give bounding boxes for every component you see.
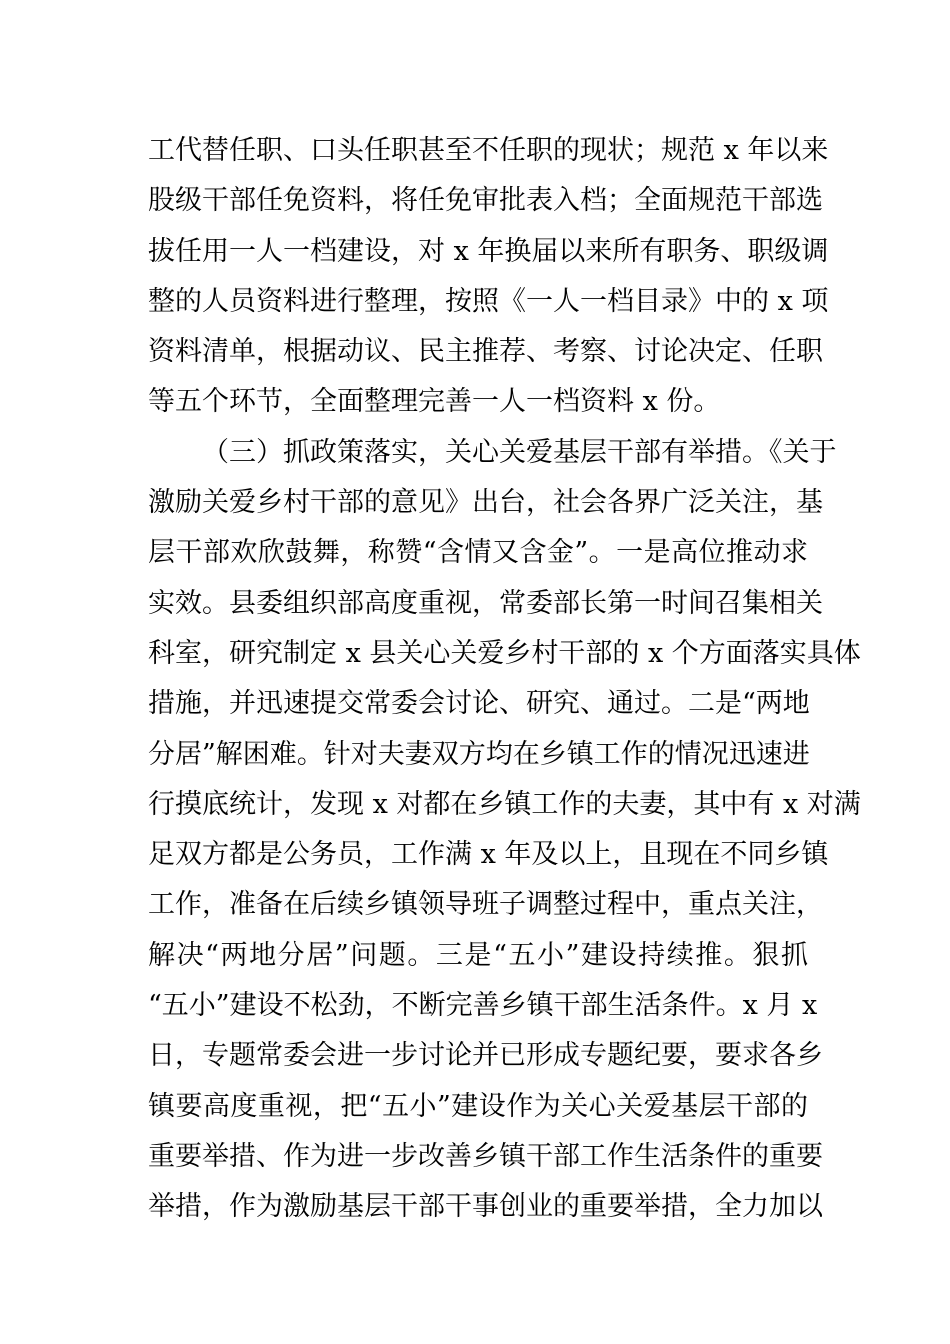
paragraph-2 — [148, 428, 861, 1233]
text-line: 日，专题常委会进一步讨论并已形成专题纪要，要求各乡 — [148, 1040, 823, 1072]
text-line: 工作，准备在后续乡镇领导班子调整过程中，重点关注， — [148, 889, 823, 921]
body-text — [148, 126, 861, 1233]
text-line: 措施，并迅速提交常委会讨论、研究、通过。二是“两地 — [148, 688, 810, 720]
text-line: 资料清单，根据动议、民主推荐、考察、讨论决定、任职 — [148, 336, 823, 368]
section-heading-line: （三）抓政策落实，关心关爱基层干部有举措。《关于 — [202, 436, 837, 468]
text-line: 整的人员资料进行整理，按照《一人一档目录》中的 x 项 — [148, 285, 829, 317]
text-line: 股级干部任免资料，将任免审批表入档；全面规范干部选 — [148, 185, 823, 217]
text-line: 拔任用一人一档建设，对 x 年换届以来所有职务、职级调 — [148, 235, 829, 267]
text-line: 解决“两地分居”问题。三是“五小”建设持续推。狠抓 — [148, 939, 808, 971]
text-line: 足双方都是公务员，工作满 x 年及以上，且现在不同乡镇 — [148, 839, 829, 871]
text-line: 工代替任职、口头任职甚至不任职的现状；规范 x 年以来 — [148, 135, 829, 166]
text-line: 重要举措、作为进一步改善乡镇干部工作生活条件的重要 — [148, 1140, 823, 1172]
text-line: 层干部欢欣鼓舞，称赞“含情又含金”。一是高位推动求 — [148, 537, 808, 569]
text-line: 实效。县委组织部高度重视，常委部长第一时间召集相关 — [148, 587, 823, 619]
text-line: 举措，作为激励基层干部干事创业的重要举措，全力加以 — [148, 1191, 823, 1223]
text-line: 科室，研究制定 x 县关心关爱乡村干部的 x 个方面落实具体 — [148, 637, 861, 669]
paragraph-1 — [148, 126, 829, 428]
text-line: 激励关爱乡村干部的意见》出台，社会各界广泛关注，基 — [148, 487, 823, 519]
text-line: 等五个环节，全面整理完善一人一档资料 x 份。 — [148, 386, 721, 418]
text-line: 分居”解困难。针对夫妻双方均在乡镇工作的情况迅速进 — [148, 738, 810, 770]
text-line: 镇要高度重视，把“五小”建设作为关心关爱基层干部的 — [148, 1090, 808, 1122]
text-line: “五小”建设不松劲，不断完善乡镇干部生活条件。x 月 x — [148, 990, 818, 1022]
text-line: 行摸底统计，发现 x 对都在乡镇工作的夫妻，其中有 x 对满 — [148, 788, 861, 820]
